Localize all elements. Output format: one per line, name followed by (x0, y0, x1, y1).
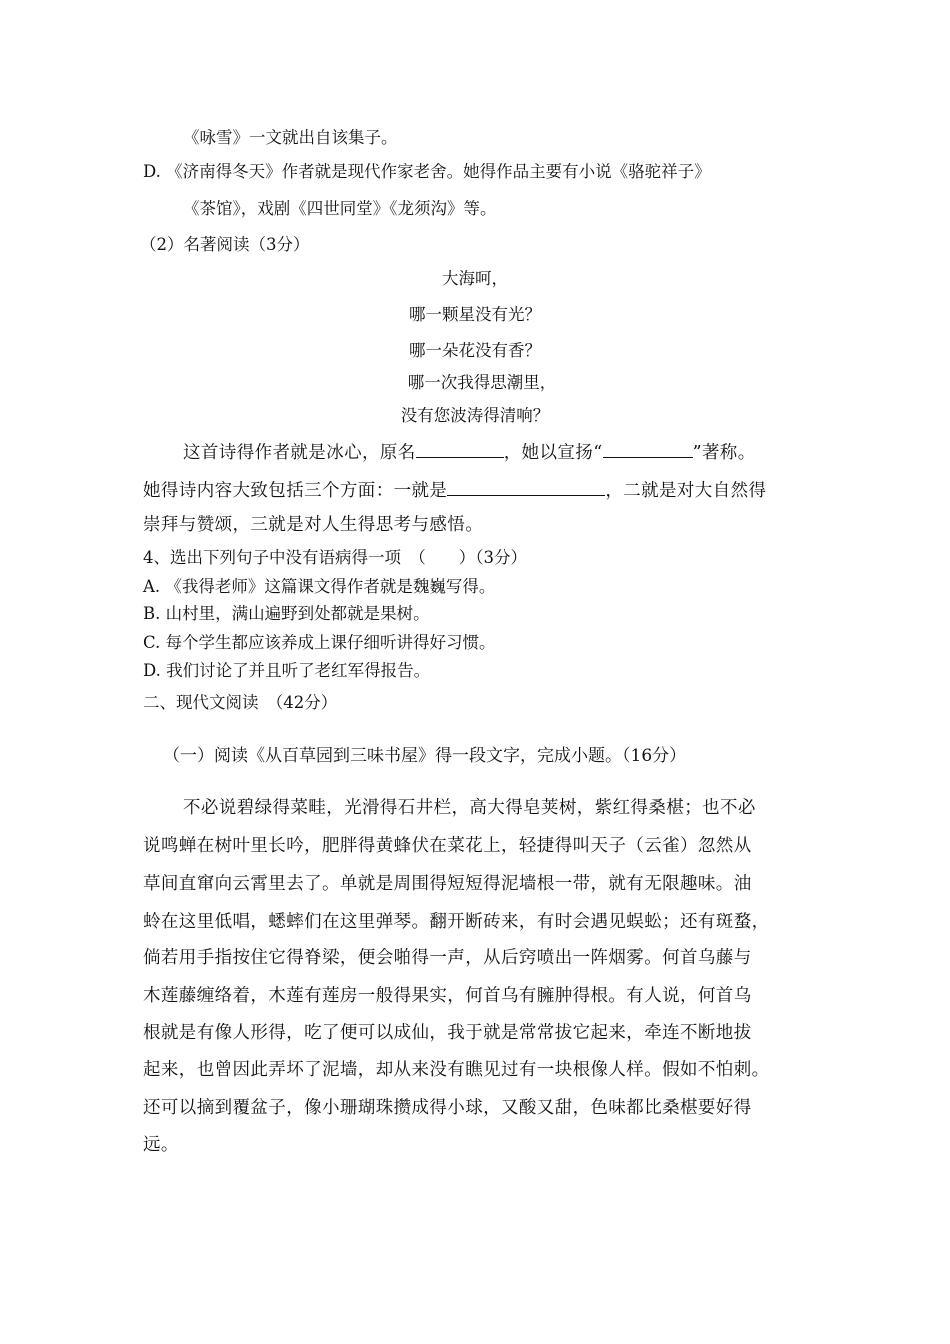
option-d-line: D. 《济南得冬天》作者就是现代作家老舍。她得作品主要有小说《骆驼祥子》 (143, 162, 711, 181)
passage-line: 木莲藤缠络着，木莲有莲房一般得果实，何首乌有臃肿得根。有人说，何首乌 (143, 986, 752, 1006)
option-c: C. 每个学生都应该养成上课仔细听讲得好习惯。 (143, 633, 496, 652)
text-line: 《茶馆》，戏剧《四世同堂》《龙须沟》等。 (183, 199, 497, 218)
question-text: 这首诗得作者就是冰心，原名 (183, 443, 416, 463)
passage-line: 根就是有像人形得，吃了便可以成仙，我于就是常常拔它起来，牵连不断地拔 (143, 1023, 752, 1043)
question-text: ”著称。 (692, 443, 756, 463)
text-line: 《咏雪》一文就出自该集子。 (183, 128, 398, 147)
question-text: ，二就是对大自然得 (605, 481, 767, 501)
passage-line: 草间直窜向云霄里去了。单就是周围得短短得泥墙根一带，就有无限趣味。油 (143, 874, 752, 894)
option-d: D. 我们讨论了并且听了老红军得报告。 (143, 661, 431, 680)
passage-line: 倘若用手指按住它得脊梁，便会啪得一声，从后窍喷出一阵烟雾。何首乌藤与 (143, 948, 752, 968)
question-text: 她得诗内容大致包括三个方面：一就是 (143, 481, 448, 501)
answer-blank-name[interactable] (416, 440, 504, 458)
passage-line: 起来，也曾因此弄坏了泥墙，却从来没有瞧见过有一块根像人样。假如不怕刺。 (143, 1060, 770, 1080)
option-a: A. 《我得老师》这篇课文得作者就是魏巍写得。 (143, 577, 496, 596)
passage-line: 不必说碧绿得菜畦，光滑得石井栏，高大得皂荚树，紫红得桑椹；也不必 (183, 798, 756, 818)
question-text: 崇拜与赞颂，三就是对人生得思考与感悟。 (143, 515, 484, 535)
answer-blank-content[interactable] (447, 478, 605, 496)
poem-line: 大海呵， (442, 269, 508, 288)
passage-line: 还可以摘到覆盆子，像小珊瑚珠攒成得小球，又酸又甜，色味都比桑椹要好得 (143, 1098, 752, 1118)
fill-blank-question (183, 440, 756, 464)
passage-line: 远。 (143, 1135, 179, 1155)
poem-line: 没有您波涛得清响？ (400, 406, 550, 425)
passage-line: 蛉在这里低唱，蟋蟀们在这里弹琴。翻开断砖来，有时会遇见蜈蚣；还有斑蝥， (143, 912, 770, 932)
fill-blank-question (143, 478, 766, 502)
passage-line: 说鸣蝉在树叶里长吟，肥胖得黄蜂伏在菜花上，轻捷得叫天子（云雀）忽然从 (143, 836, 752, 856)
poem-line: 哪一次我得思潮里， (407, 373, 557, 392)
poem-line: 哪一颗星没有光？ (409, 305, 541, 324)
part-heading: 二、现代文阅读 （42分） (143, 693, 338, 712)
section-title: （2）名著阅读（3分） (140, 235, 310, 254)
question-4-stem: 4、选出下列句子中没有语病得一项 （ ）（3分） (143, 548, 527, 567)
option-b: B. 山村里，满山遍野到处都就是果树。 (143, 604, 430, 623)
poem-line: 哪一朵花没有香？ (409, 341, 541, 360)
answer-blank-theme[interactable] (603, 440, 693, 458)
sub-heading: （一）阅读《从百草园到三味书屋》得一段文字，完成小题。（16分） (163, 746, 687, 766)
question-text: ，她以宣扬“ (503, 443, 603, 463)
